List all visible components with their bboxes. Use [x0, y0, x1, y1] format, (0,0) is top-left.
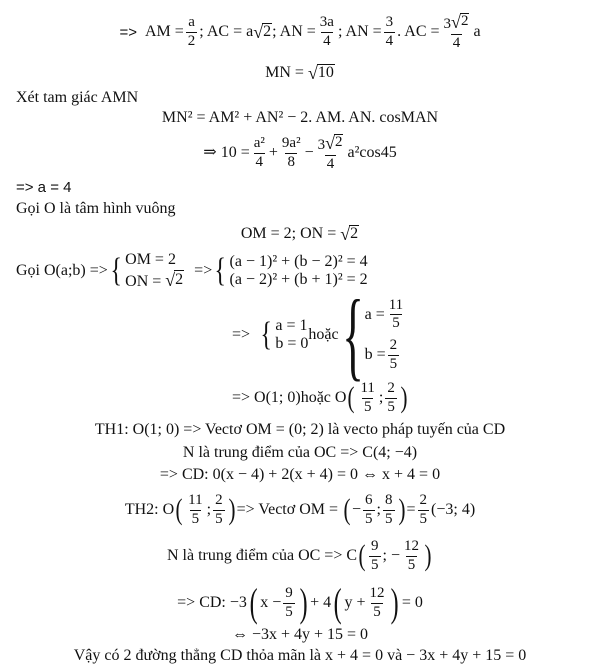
line-center-o: Gọi O là tâm hình vuông: [16, 200, 176, 217]
line-consider-triangle: Xét tam giác AMN: [16, 89, 139, 106]
big-brace: {: [341, 279, 364, 390]
system-om-on: { OM = 2 ON = √ 2: [110, 251, 184, 290]
line-solve-a: ⇒ 10 = $\frac{\text{a²}}{4}$ + $\frac{\text{9a²}}{8}$ − 3 √ 2 4 a²cos45: [203, 132, 397, 172]
implies-arrow: =>: [119, 23, 137, 41]
sqrt-2: √ 2: [340, 224, 359, 244]
fraction-9a2-over-8: $\frac{\text{9a²}}{8}$: [281, 134, 301, 170]
solution-1: { a = 1 b = 0: [260, 316, 309, 353]
dot-ac-label: . AC =: [397, 23, 440, 40]
ac-label: ; AC = a: [199, 23, 254, 40]
line-a-equals-4: => a = 4: [16, 178, 72, 196]
line-case-1: TH1: O(1; 0) => Vectơ OM = (0; 2) là vecto pháp tuyến của CD: [94, 421, 506, 438]
sqrt-10: √ 10: [307, 63, 334, 83]
line-o-points: => O(1; 0)hoặc O ( $\frac{11}{5}$ ; $\frac{2}{5}$ ): [232, 379, 408, 415]
fraction-3sqrt2-over-4: 3 √ 2 4: [443, 11, 469, 51]
line-mn: MN = √ 10: [265, 63, 334, 83]
line-cd-1: => CD: 0(x − 4) + 2(x + 4) = 0 ⇔ x + 4 = 0: [159, 466, 441, 483]
an-label-2: ; AN =: [337, 23, 382, 40]
line-om-on: OM = 2; ON = √ 2: [240, 224, 359, 244]
line-solutions: => { a = 1 b = 0 hoặc { a = $\frac{11}{5}$ b = $\frac{2}{5}$: [232, 294, 407, 376]
line-cd-simplified: ⇔ −3x + 4y + 15 = 0: [231, 626, 369, 643]
fraction-3a-over-4: $\frac{3a}{4}$: [319, 13, 334, 49]
line-case-2: TH2: O ( $\frac{11}{5}$ ; $\frac{2}{5}$ ) => Vectơ OM = ( − $\frac{6}{5}$ ; $\frac{8}{5}$ ) = $\frac{2}{5}$ (−3; 4): [124, 491, 476, 527]
fraction-3sqrt2-over-4: 3 √ 2 4: [317, 132, 343, 172]
line-am-ac-an: [0, 8, 600, 56]
line-cd-2: => CD: −3 ( x − $\frac{9}{5}$ ) + 4 ( y + $\frac{12}{5}$ ) = 0: [177, 580, 423, 625]
an-label: ; AN =: [272, 23, 316, 40]
am-label: AM =: [144, 23, 184, 40]
line-cosine-law: MN² = AM² + AN² − 2. AM. AN. cosMAN: [161, 109, 439, 126]
fraction-a2-over-4: $\frac{\text{a²}}{4}$: [253, 134, 265, 170]
line-c-point-2: N là trung điểm của OC => C ( $\frac{9}{5}$ ; − $\frac{12}{5}$ ): [167, 537, 432, 573]
solution-2: a = $\frac{11}{5}$ b = $\frac{2}{5}$: [364, 296, 404, 372]
sqrt-2: √ 2: [253, 22, 272, 42]
line-c-point-1: N là trung điểm của OC => C(4; −4): [182, 444, 418, 461]
fraction-a-over-2: $\frac{a}{2}$: [187, 13, 196, 49]
line-system-o: Gọi O(a;b) => { OM = 2 ON = √ 2 => { (a − 1)² + (b − 2)² = 4 (a − 2)² + (b + 1)² = 2: [16, 251, 368, 290]
system-equations: { (a − 1)² + (b − 2)² = 4 (a − 2)² + (b + 1)² = 2: [214, 252, 368, 289]
fraction-3-over-4: $\frac{3}{4}$: [385, 13, 394, 49]
a-variable: a: [473, 23, 481, 40]
line-conclusion: Vậy có 2 đường thẳng CD thỏa mãn là x + 4 = 0 và − 3x + 4y + 15 = 0: [73, 647, 527, 664]
